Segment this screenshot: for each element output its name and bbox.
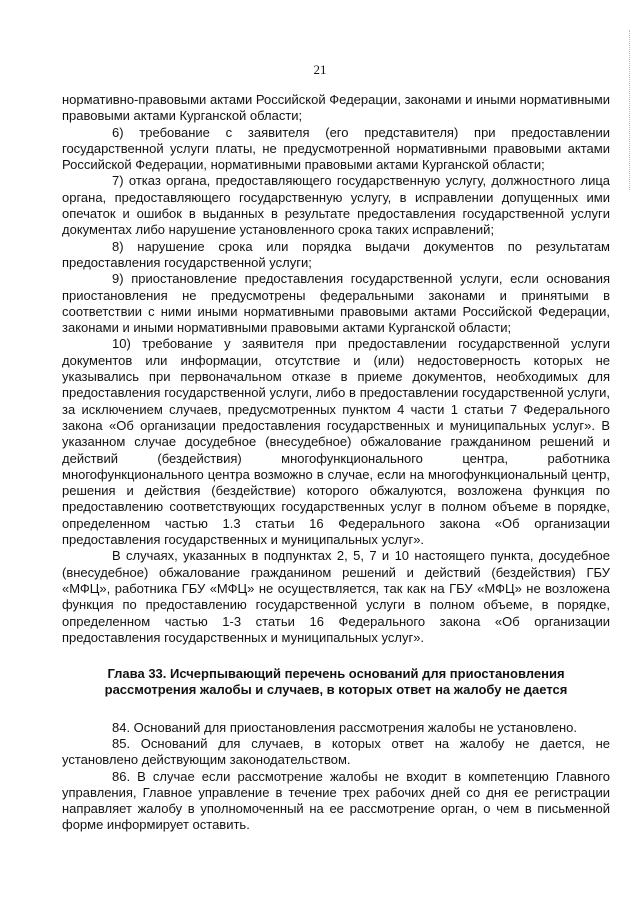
paragraph: 8) нарушение срока или порядка выдачи документов по результатам предоставления государственной услуги; xyxy=(62,238,610,270)
paragraph: 10) требование у заявителя при предоставлении государственной услуги документов или информации, отсутствие и (или) недостоверность которых не указывались при первоначальном отказе в приеме документов, необходимых для предоставления государственной услуги, либо в предоставлении государственной услуги, за исключением случаев, предусмотренных пунктом 4 части 1 статьи 7 Федерального закона «Об организации предоставления государственных и муниципальных услуг». В указанном случае досудебное (внесудебное) обжалование гражданином решений и действий (бездействия) многофункционального центра, работника многофункционального центра возможно в случае, если на многофункциональный центр, решения и действия (бездействие) которого обжалуются, возложена функция по предоставлению соответствующих государственных услуг в полном объеме в порядке, определенном частью 1.3 статьи 16 Федерального закона «Об организации предоставления государственных и муниципальных услуг». xyxy=(62,336,610,548)
scan-edge-mark xyxy=(629,30,636,190)
paragraph: нормативно-правовыми актами Российской Федерации, законами и иными нормативными правовыми актами Курганской области; xyxy=(62,92,610,124)
paragraph: 9) приостановление предоставления государственной услуги, если основания приостановления не предусмотрены федеральными законами и принятыми в соответствии с ними иными нормативными правовыми актами Российской Федерации, законами и иными нормативными правовыми актами Курганской области; xyxy=(62,271,610,336)
paragraph: 85. Оснований для случаев, в которых ответ на жалобу не дается, не установлено действующим законодательством. xyxy=(62,735,610,768)
paragraph: 84. Оснований для приостановления рассмотрения жалобы не установлено. xyxy=(112,719,577,735)
paragraph: В случаях, указанных в подпунктах 2, 5, 7 и 10 настоящего пункта, досудебное (внесудебное) обжалование гражданином решений и действий (бездействия) ГБУ «МФЦ», работника ГБУ «МФЦ» не осуществляется, так как на ГБУ «МФЦ» не возложена функция по предоставлению государственной услуги в полном объеме, в порядке, определенном частью 1-3 статьи 16 Федерального закона «Об организации предоставления государственных и муниципальных услуг». xyxy=(62,548,610,645)
document-body xyxy=(62,92,610,834)
paragraph: 86. В случае если рассмотрение жалобы не входит в компетенцию Главного управления, Главное управление в течение трех рабочих дней со дня ее регистрации направляет жалобу в уполномоченный на ее рассмотрение орган, о чем в письменной форме информирует оставить. xyxy=(62,768,610,833)
paragraphs-after-heading xyxy=(62,720,610,834)
page-number: 21 xyxy=(313,62,327,77)
paragraph: 7) отказ органа, предоставляющего государственную услугу, должностного лица органа, предоставляющего государственную услугу, в исправлении допущенных ими опечаток и ошибок в выданных в результате предоставления государственной услуги документах либо нарушение установленного срока таких исправлений; xyxy=(62,173,610,238)
paragraphs-before-heading xyxy=(62,92,610,646)
chapter-heading: Глава 33. Исчерпывающий перечень оснований для приостановления рассмотрения жалобы и случаев, в которых ответ на жалобу не дается xyxy=(104,666,568,698)
paragraph: 6) требование с заявителя (его представителя) при предоставлении государственной услуги платы, не предусмотренной нормативными правовыми актами Российской Федерации, нормативными правовыми актами Курганской области; xyxy=(62,124,610,173)
